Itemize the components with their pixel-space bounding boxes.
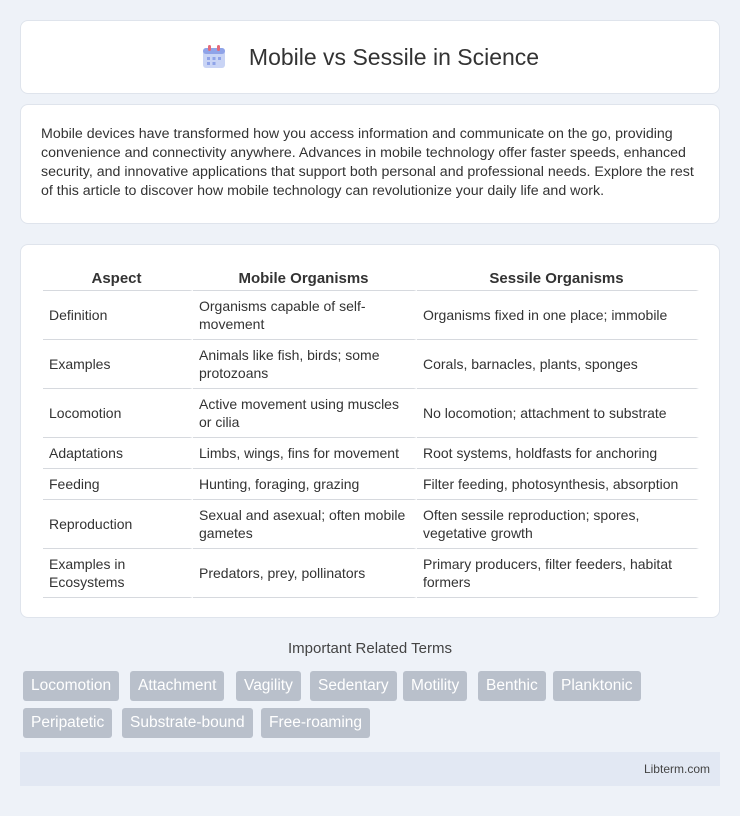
calendar-icon [201,44,227,70]
tag-substrate-bound[interactable]: Substrate-bound [122,708,253,738]
table-cell: Primary producers, filter feeders, habitat formers [417,549,699,598]
table-cell: Active movement using muscles or cilia [193,389,417,438]
table-cell: Animals like fish, birds; some protozoans [193,340,417,389]
table-cell: Predators, prey, pollinators [193,549,417,598]
table-cell: Sexual and asexual; often mobile gametes [193,500,417,549]
comparison-table-card [20,244,720,618]
tag-planktonic[interactable]: Planktonic [553,671,641,701]
tag-attachment[interactable]: Attachment [130,671,224,701]
table-cell: Organisms fixed in one place; immobile [417,291,699,340]
comparison-table [43,265,699,598]
tag-free-roaming[interactable]: Free-roaming [261,708,370,738]
column-header: Aspect [43,265,193,291]
tag-peripatetic[interactable]: Peripatetic [23,708,112,738]
tag-benthic[interactable]: Benthic [478,671,546,701]
table-cell: Organisms capable of self-movement [193,291,417,340]
page-title: Mobile vs Sessile in Science [248,43,540,70]
table-row [43,389,699,438]
column-header: Sessile Organisms [417,265,699,291]
table-cell: Hunting, foraging, grazing [193,469,417,500]
related-terms-title: Important Related Terms [288,640,452,657]
table-row [43,291,699,340]
table-cell: Examples [43,340,193,389]
footer-link[interactable]: Libterm.com [643,762,710,776]
table-cell: No locomotion; attachment to substrate [417,389,699,438]
tag-motility[interactable]: Motility [403,671,467,701]
intro-text: Mobile devices have transformed how you access information and communicate on the go, providing convenience and connectivity anywhere. Advances in mobile technology offer faster speeds, enhanced security, and innovative applications that support both personal and professional needs. Explore the rest of this article to discover how mobile technology can revolutionize your daily life and work. [41,126,694,199]
column-header: Mobile Organisms [193,265,417,291]
table-cell: Limbs, wings, fins for movement [193,438,417,469]
table-cell: Locomotion [43,389,193,438]
footer [20,752,720,786]
table-cell: Filter feeding, photosynthesis, absorption [417,469,699,500]
table-row [43,500,699,549]
table-row [43,438,699,469]
table-cell: Examples in Ecosystems [43,549,193,598]
tag-vagility[interactable]: Vagility [236,671,301,701]
table-cell: Definition [43,291,193,340]
table-cell: Corals, barnacles, plants, sponges [417,340,699,389]
tag-sedentary[interactable]: Sedentary [310,671,397,701]
intro-card [20,104,720,224]
table-cell: Adaptations [43,438,193,469]
table-row [43,549,699,598]
table-cell: Root systems, holdfasts for anchoring [417,438,699,469]
table-cell: Reproduction [43,500,193,549]
table-cell: Feeding [43,469,193,500]
table-cell: Often sessile reproduction; spores, vegetative growth [417,500,699,549]
table-row [43,340,699,389]
table-row [43,469,699,500]
tag-locomotion[interactable]: Locomotion [23,671,119,701]
header-card [20,20,720,94]
